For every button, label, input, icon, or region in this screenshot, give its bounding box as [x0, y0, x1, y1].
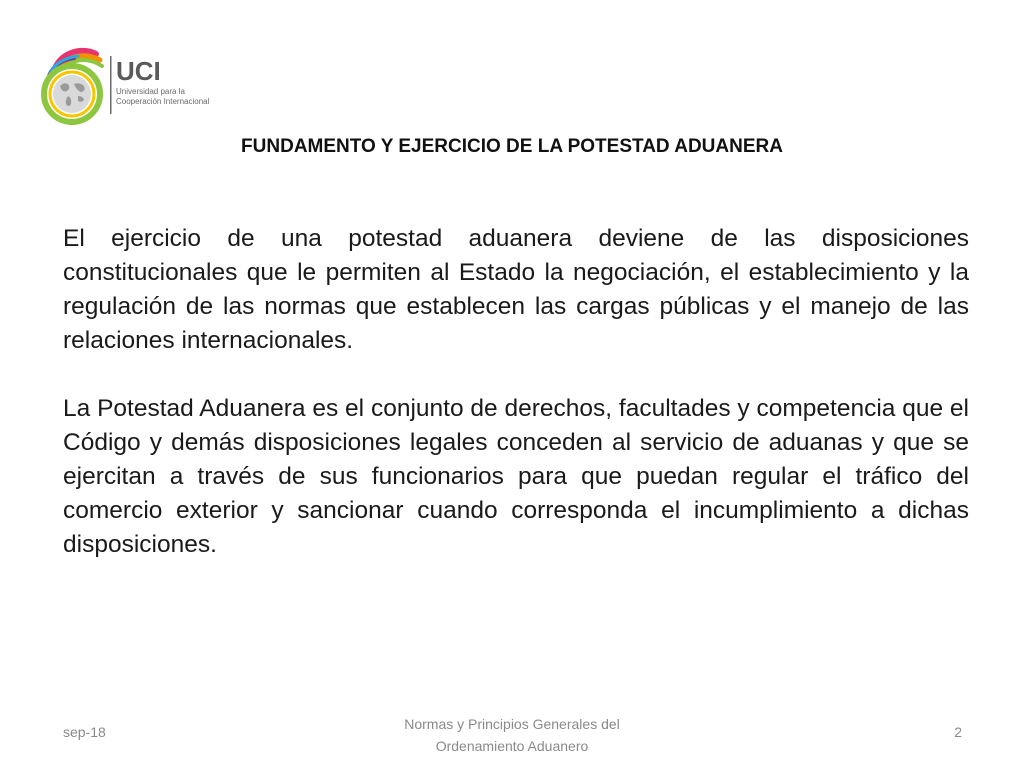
footer-date: sep-18 — [63, 724, 106, 740]
uci-wordmark — [110, 56, 220, 116]
paragraph-1: El ejercicio de una potestad aduanera deviene de las disposiciones constitucionales que le permiten al Estado la negociación, el establecimiento y la regulación de las normas que establecen las cargas públicas y el manejo de las relaciones internacionales. — [63, 225, 969, 354]
footer-presentation-title — [362, 713, 662, 757]
slide-body — [63, 222, 969, 596]
logo-line-2: Cooperación Internacional — [116, 97, 210, 106]
globe-emblem-icon — [40, 44, 106, 128]
logo-acronym: UCI — [116, 56, 161, 86]
slide-title: FUNDAMENTO Y EJERCICIO DE LA POTESTAD ADUANERA — [241, 136, 783, 157]
page-number: 2 — [954, 724, 962, 740]
footer-title-line-1: Normas y Principios Generales del — [404, 716, 620, 732]
paragraph-2: La Potestad Aduanera es el conjunto de derechos, facultades y competencia que el Código y demás disposiciones legales conceden al servicio de aduanas y que se ejercitan a través de sus funcionarios para que puedan regular el tráfico del comercio exterior y sancionar cuando corresponda el incumplimiento a dichas disposiciones. — [63, 395, 969, 558]
logo-line-1: Universidad para la — [116, 87, 185, 96]
footer-title-line-2: Ordenamiento Aduanero — [435, 738, 589, 754]
uci-logo — [40, 44, 220, 128]
